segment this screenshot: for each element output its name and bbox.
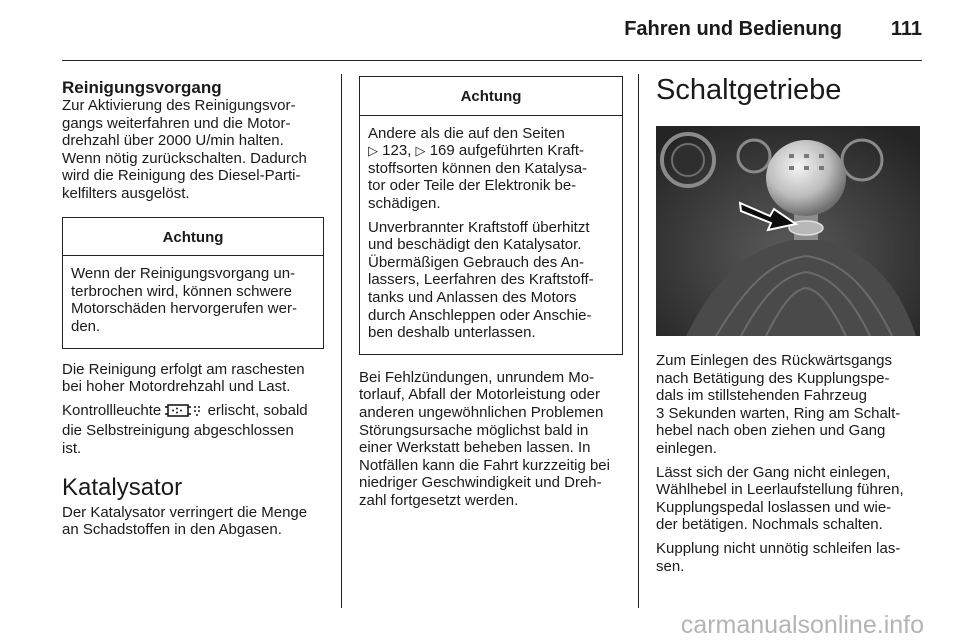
text-line: Unverbrannter Kraftstoff überhitzt [368, 218, 590, 236]
text-line: an Schadstoffen in den Abgasen. [62, 521, 282, 539]
text-line: hebel nach oben ziehen und Gang [656, 422, 886, 440]
arrow-icon: ▷ [415, 143, 426, 159]
page-ref[interactable]: 169 [429, 142, 455, 160]
column-3-text [656, 352, 922, 581]
text-line: wird die Reinigung des Diesel-Parti- [62, 167, 301, 185]
text-line: sen. [656, 557, 685, 575]
katalysator-heading: Katalysator [62, 473, 183, 501]
text-line: Bei Fehlzündungen, unrundem Mo- [359, 368, 595, 386]
text-line: niedriger Geschwindigkeit und Dreh- [359, 474, 602, 492]
text-line: Wählhebel in Leerlaufstellung führen, [656, 481, 904, 499]
text-line: kelfilters ausgelöst. [62, 184, 190, 202]
text-line: ist. [62, 439, 82, 457]
text-line: lassers, Leerfahren des Kraftstoff- [368, 271, 594, 289]
text-line: zahl fortgesetzt werden. [359, 491, 519, 509]
text-line: ben deshalb unterlassen. [368, 324, 536, 342]
text-line: Die Reinigung erfolgt am raschesten [62, 360, 305, 378]
text-line: torlauf, Abfall der Motorleistung oder [359, 386, 600, 404]
text-line: Zum Einlegen des Rückwärtsgangs [656, 352, 892, 369]
warning-box-1 [62, 217, 324, 349]
dpf-warning-icon [165, 403, 203, 423]
text-line: Kontrollleuchte [62, 401, 162, 419]
text-line: Kupplung nicht unnötig schleifen las- [656, 539, 901, 557]
text-line: Motorschäden hervorgerufen wer- [71, 300, 297, 318]
text-line: Wenn nötig zurückschalten. Dadurch [62, 149, 307, 167]
column-1 [62, 78, 324, 545]
page-ref[interactable]: 123 [382, 142, 408, 160]
reinigung-heading: Reinigungsvorgang [62, 78, 222, 97]
column-2 [359, 76, 623, 515]
warning-box-heading: Achtung [63, 218, 323, 257]
text-line: einlegen. [656, 439, 717, 457]
text-line: drehzahl über 2000 U/min halten. [62, 132, 284, 150]
watermark: carmanualsonline.info [680, 611, 924, 639]
warning-box-heading: Achtung [360, 77, 622, 116]
schaltgetriebe-heading: Schaltgetriebe [656, 74, 842, 106]
column-divider-1 [341, 74, 342, 608]
text-line: Zur Aktivierung des Reinigungsvor- [62, 97, 296, 114]
text-line: durch Anschleppen oder Anschie- [368, 306, 592, 324]
text-line: Notfällen kann die Fahrt kurzzeitig bei [359, 456, 610, 474]
text-line: bei hoher Motordrehzahl und Last. [62, 378, 291, 396]
column-divider-2 [638, 74, 639, 608]
text-line: schädigen. [368, 194, 441, 212]
page-number: 111 [890, 18, 922, 40]
column-3 [656, 74, 922, 106]
text-line: gangs weiterfahren und die Motor- [62, 114, 291, 132]
warning-box-2: Achtung Andere als die auf den Seiten ▷ 123, ▷ 169 aufgeführten Kraft- stoffsorten können den Katalysa- tor oder Teile der Elektronik be- schädigen. Unverbrannter Kraftstoff überhitzt und beschädigt den Katalysator. Übermäßigen Gebrauch des An- lassers, Leerfahren des Kraftstoff- tanks und Anlassen des Motors durch Anschleppen oder Anschie- ben deshalb unterlassen. [359, 76, 623, 355]
text-line: Übermäßigen Gebrauch des An- [368, 253, 584, 271]
text-line: und beschädigt den Katalysator. [368, 236, 582, 254]
header-rule [62, 60, 922, 61]
text-line: den. [71, 317, 101, 335]
text-line: Kupplungspedal loslassen und wie- [656, 498, 892, 516]
text-line: terbrochen wird, können schwere [71, 282, 292, 300]
text-line: dals im stillstehenden Fahrzeug [656, 387, 867, 405]
text-line: erlischt, sobald [207, 401, 308, 419]
header-title: Fahren und Bedienung [624, 18, 842, 40]
text-line: tanks und Anlassen des Motors [368, 288, 577, 306]
text-line: die Selbstreinigung abgeschlossen [62, 422, 294, 440]
gear-lever-photo [656, 126, 920, 336]
text-line: anderen ungewöhnlichen Problemen [359, 403, 604, 421]
text-line: nach Betätigung des Kupplungspe- [656, 369, 890, 387]
text-line: tor oder Teile der Elektronik be- [368, 177, 577, 195]
arrow-icon: ▷ [368, 143, 378, 159]
text-line: 3 Sekunden warten, Ring am Schalt- [656, 404, 901, 422]
text-line: Der Katalysator verringert die Menge [62, 503, 308, 521]
text-line: Wenn der Reinigungsvorgang un- [71, 265, 296, 283]
text-line: Störungsursache möglichst bald in [359, 421, 589, 439]
text-line: stoffsorten können den Katalysa- [368, 159, 588, 177]
text-line: aufgeführten Kraft- [458, 142, 584, 160]
text-line: Lässt sich der Gang nicht einlegen, [656, 463, 891, 481]
text-line: der betätigen. Nochmals schalten. [656, 516, 883, 534]
text-line: einer Werkstatt beheben lassen. In [359, 439, 591, 457]
text-line: Andere als die auf den Seiten [368, 124, 565, 142]
